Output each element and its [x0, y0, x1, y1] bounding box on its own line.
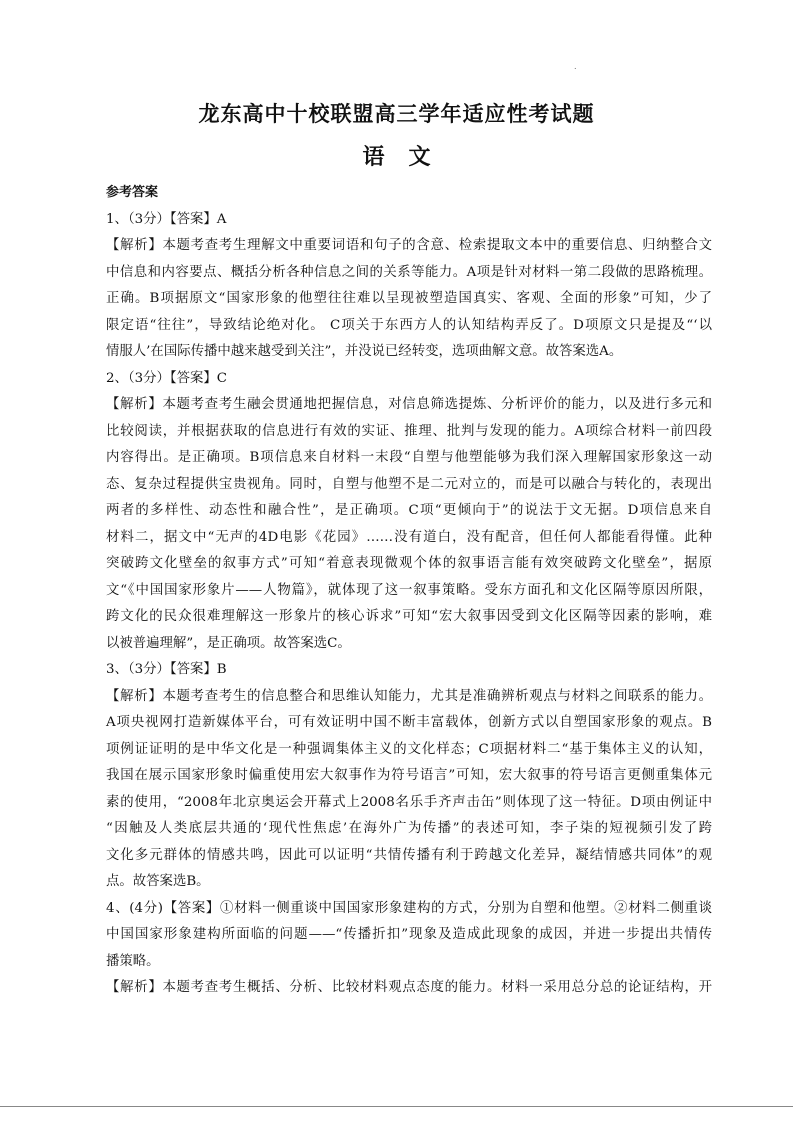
answer-line: 中国国家形象建构所面临的问题——“传播折扣”现象及造成此现象的成因，并进一步提出共情传: [106, 927, 712, 942]
answer-line: 限定语“往往”，导致结论绝对化。 C项关于东西方人的认知结构弄反了。D项原文只是提及“‘以: [106, 317, 712, 333]
answer-line: 突破跨文化壁垒的叙事方式”可知“着意表现微观个体的叙事语言能有效突破跨文化壁垒”，据原: [106, 556, 712, 571]
subject-title: 语文: [362, 145, 455, 170]
exam-title: 龙东高中十校联盟高三学年适应性考试题: [198, 102, 595, 126]
answer-line: 以被普遍理解”，是正确项。故答案选C。: [106, 635, 351, 651]
answer-line: 4、(4分)【答案】①材料一侧重谈中国国家形象建构的方式，分别为自塑和他塑。②材料二侧重谈: [106, 900, 712, 916]
answer-line: A项央视网打造新媒体平台，可有效证明中国不断丰富载体，创新方式以自塑国家形象的观点。B: [106, 715, 712, 730]
answer-line: 情服人’在国际传播中越来越受到关注”，并没说已经转变，选项曲解文意。故答案选A。: [106, 344, 623, 359]
answer-line: 比较阅读，并根据获取的信息进行有效的实证、推理、批判与发现的能力。A项综合材料一前四段: [106, 423, 712, 439]
answer-line: “因触及人类底层共通的‘现代性焦虑’在海外广为传播”的表述可知，李子柒的短视频引发了跨: [106, 821, 712, 836]
answer-lines: [106, 207, 712, 1002]
answer-line: 文化多元群体的情感共鸣，因此可以证明“共情传播有利于跨越文化差异，凝结情感共同体”的观: [106, 847, 712, 863]
answer-line: 跨文化的民众很难理解这一形象片的核心诉求”可知“宏大叙事因受到文化区隔等因素的影响，难: [106, 609, 712, 624]
answer-line: 内容得出。是正确项。B项信息来自材料一末段“自塑与他塑能够为我们深入理解国家形象这一动: [106, 450, 712, 465]
answer-line: 正确。B项据原文“国家形象的他塑往往难以呈现被塑造国真实、客观、全面的形象”可知，少了: [106, 291, 712, 306]
answer-line: 1、（3分）【答案】A: [106, 211, 227, 227]
answer-line: 中信息和内容要点、概括分析各种信息之间的关系等能力。A项是针对材料一第二段做的思路梳理。: [106, 264, 712, 280]
answer-line: 2、（3分）【答案】C: [106, 370, 228, 386]
answer-line: 文“《中国国家形象片——人物篇》，就体现了这一叙事策略。受东方面孔和文化区隔等原因所限，: [106, 582, 712, 598]
answer-line: 素的使用，“2008年北京奥运会开幕式上2008名乐手齐声击缶”则体现了这一特征。D项由例证中: [106, 794, 712, 810]
answer-line: 【解析】本题考查考生理解文中重要词语和句子的含意、检索提取文本中的重要信息、归纳整合文: [106, 238, 712, 253]
answer-content: [106, 180, 712, 1002]
answer-line: 播策略。: [106, 953, 160, 969]
answer-line: 态、复杂过程提供宝贵视角。同时，自塑与他塑不是二元对立的，而是可以融合与转化的，表现出: [106, 476, 712, 492]
answer-line: 3、（3分）【答案】B: [106, 662, 227, 677]
answer-line: 点。故答案选B。: [106, 874, 210, 889]
answer-line: 【解析】本题考查考生融会贯通地把握信息，对信息筛选提炼、分析评价的能力，以及进行多元和: [106, 397, 712, 412]
answer-line: 项例证证明的是中华文化是一种强调集体主义的文化样态；C项据材料二“基于集体主义的认知，: [106, 741, 712, 757]
answer-line: 【解析】本题考查考生概括、分析、比较材料观点态度的能力。材料一采用总分总的论证结构，开: [106, 980, 712, 995]
corner-dot: .: [574, 62, 577, 71]
answer-line: 材料二，据文中“无声的4D电影《花园》……没有道白，没有配音，但任何人都能看得懂。此种: [106, 529, 712, 545]
answer-line: 两者的多样性、动态性和融合性”，是正确项。C项“更倾向于”的说法于文无据。D项信息来自: [106, 503, 712, 518]
section-label: 参考答案: [106, 185, 159, 200]
answer-line: 我国在展示国家形象时偏重使用宏大叙事作为符号语言”可知，宏大叙事的符号语言更侧重集体元: [106, 768, 712, 783]
answer-line: 【解析】本题考查考生的信息整合和思维认知能力，尤其是准确辨析观点与材料之间联系的能力。: [106, 688, 712, 704]
page-bottom-rule: [0, 1106, 793, 1107]
